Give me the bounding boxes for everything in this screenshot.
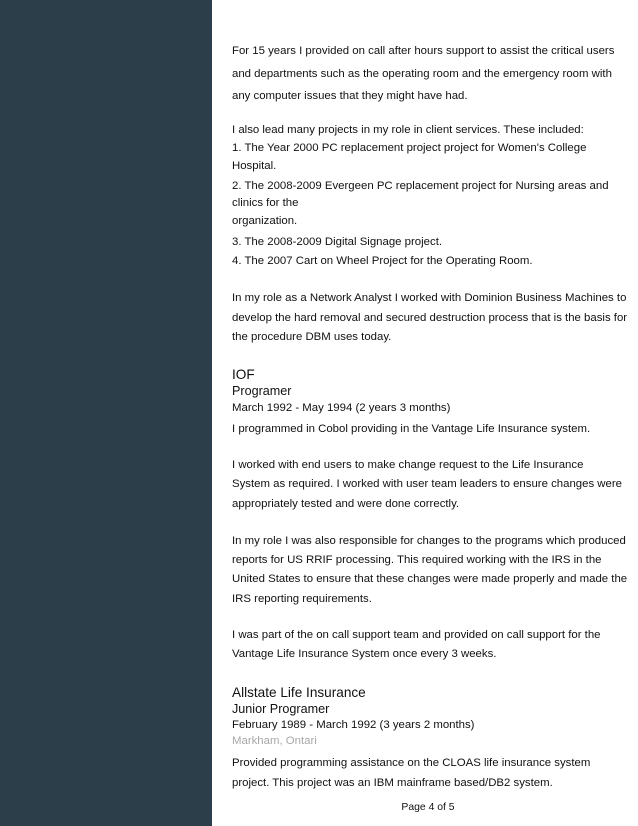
page-number: Page 4 of 5 bbox=[401, 802, 455, 813]
paragraph-line: In my role as a Network Analyst I worked with Dominion Business Machines to bbox=[232, 292, 627, 304]
company-name: Allstate Life Insurance bbox=[232, 685, 366, 700]
paragraph-line: I was part of the on call support team and provided on call support for the bbox=[232, 629, 601, 641]
paragraph-line: System as required. I worked with user team leaders to ensure changes were bbox=[232, 478, 623, 490]
paragraph-line: any computer issues that they might have had. bbox=[232, 90, 468, 102]
paragraph-line: develop the hard removal and secured destruction process that is the basis for bbox=[232, 312, 628, 324]
paragraph-line: Provided programming assistance on the CLOAS life insurance system bbox=[232, 757, 591, 769]
paragraph-line: For 15 years I provided on call after hours support to assist the critical users bbox=[232, 45, 615, 57]
job-location: Markham, Ontari bbox=[232, 735, 317, 747]
paragraph-line: clinics for the bbox=[232, 197, 299, 209]
paragraph-line: I also lead many projects in my role in client services. These included: bbox=[232, 124, 584, 136]
paragraph-line: I programmed in Cobol providing in the Vantage Life Insurance system. bbox=[232, 423, 591, 435]
company-name: IOF bbox=[232, 367, 255, 382]
paragraph-line: 3. The 2008-2009 Digital Signage project. bbox=[232, 236, 443, 248]
job-dates: March 1992 - May 1994 (2 years 3 months) bbox=[232, 402, 451, 414]
paragraph-line: 2. The 2008-2009 Evergeen PC replacement project for Nursing areas and bbox=[232, 180, 609, 192]
paragraph-line: I worked with end users to make change request to the Life Insurance bbox=[232, 459, 584, 471]
paragraph-line: reports for US RRIF processing. This required working with the IRS in the bbox=[232, 554, 602, 566]
paragraph-line: In my role I was also responsible for changes to the programs which produced bbox=[232, 535, 626, 547]
job-dates: February 1989 - March 1992 (3 years 2 months) bbox=[232, 719, 475, 731]
paragraph-line: Vantage Life Insurance System once every 3 weeks. bbox=[232, 648, 497, 660]
paragraph-line: IRS reporting requirements. bbox=[232, 593, 372, 605]
paragraph-line: 1. The Year 2000 PC replacement project project for Women's College bbox=[232, 142, 587, 154]
paragraph-line: and departments such as the operating room and the emergency room with bbox=[232, 68, 612, 80]
job-title: Programer bbox=[232, 384, 292, 398]
paragraph-line: organization. bbox=[232, 215, 298, 227]
paragraph-line: Hospital. bbox=[232, 160, 277, 172]
paragraph-line: the procedure DBM uses today. bbox=[232, 331, 392, 343]
sidebar-panel bbox=[0, 0, 212, 826]
paragraph-line: appropriately tested and were done correctly. bbox=[232, 498, 460, 510]
job-title: Junior Programer bbox=[232, 702, 330, 716]
paragraph-line: United States to ensure that these changes were made properly and made the bbox=[232, 573, 628, 585]
paragraph-line: project. This project was an IBM mainframe based/DB2 system. bbox=[232, 777, 553, 789]
paragraph-line: 4. The 2007 Cart on Wheel Project for the Operating Room. bbox=[232, 255, 533, 267]
